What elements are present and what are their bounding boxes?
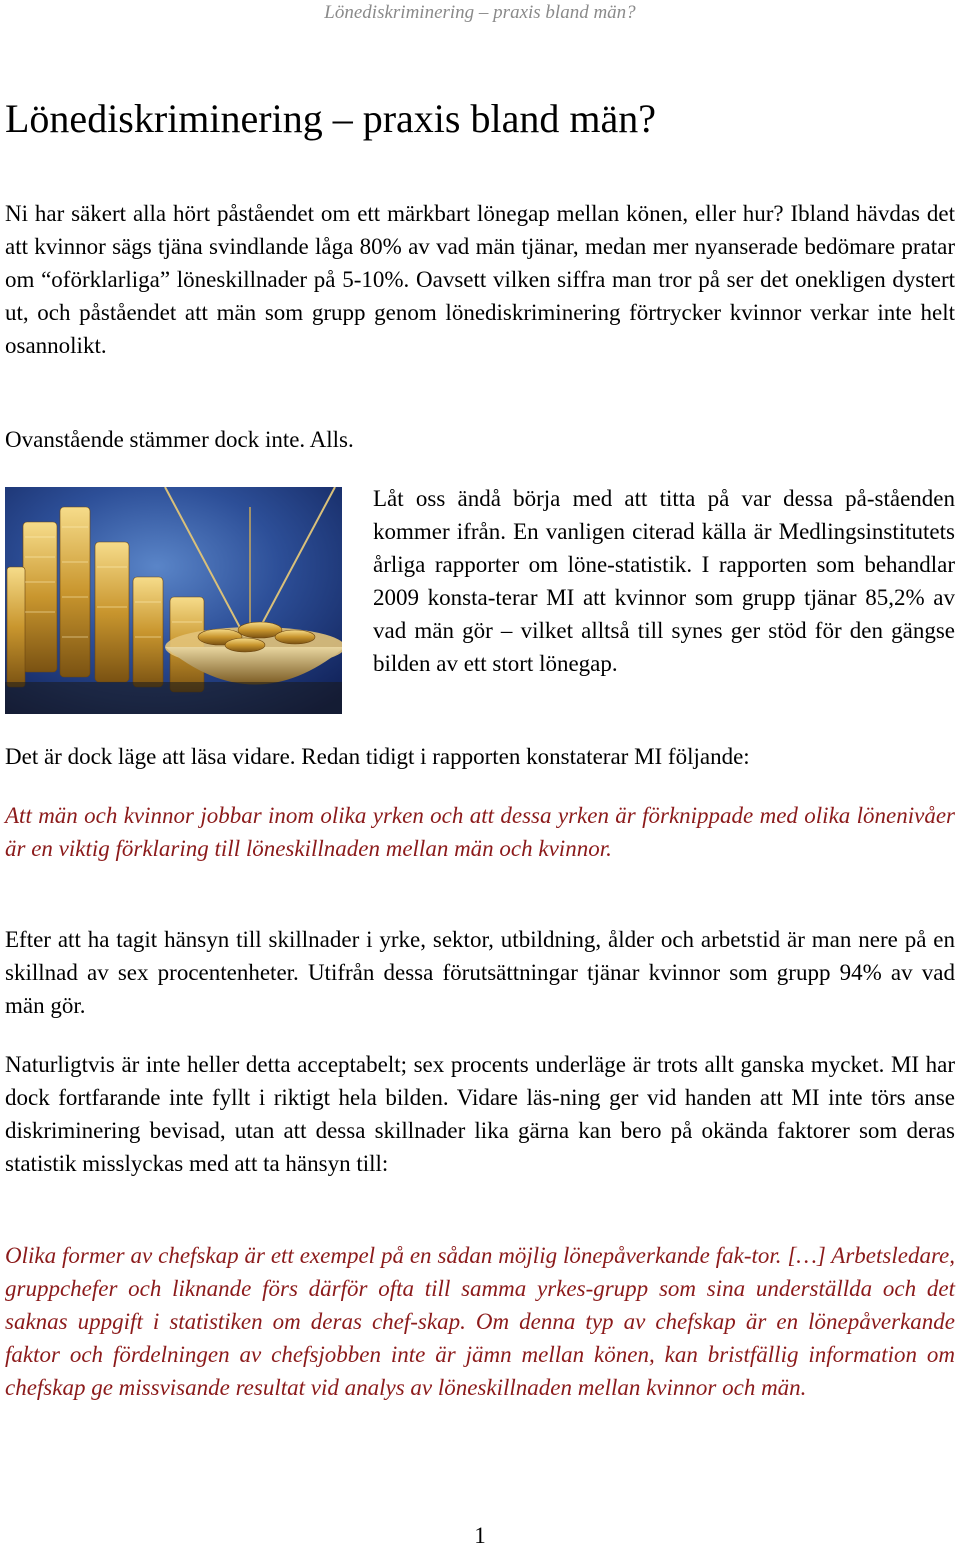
intro-paragraph: Ni har säkert alla hört påståendet om ett märkbart lönegap mellan könen, eller hur? Ibland hävdas det att kvinnor sägs tjäna svindlande låga 80% av vad män tjänar, medan mer nyanserade bedömare pratar om “oförklarliga” löneskillnader på 5-10%. Oavsett vilken siffra man tror på ser det onekligen dystert ut, och påståendet att män som grupp genom lönediskriminering förtrycker kvinnor verkar inte helt osannolikt.	[5, 201, 955, 358]
adjusted-gap-paragraph: Efter att ha tagit hänsyn till skillnader i yrke, sektor, utbildning, ålder och arbetstid är man nere på en skillnad av sex procentenheter. Utifrån dessa förutsättningar tjänar kvinnor som grupp 94% av vad män gör.	[5, 927, 955, 1018]
coins-on-scale-image	[5, 487, 342, 714]
page-number: 1	[474, 1523, 486, 1548]
read-further-paragraph: Det är dock läge att läsa vidare. Redan tidigt i rapporten konstaterar MI följande:	[5, 744, 750, 769]
statement-paragraph: Ovanstående stämmer dock inte. Alls.	[5, 427, 354, 452]
unknown-factors-paragraph: Naturligtvis är inte heller detta acceptabelt; sex procents underläge är trots allt ganska mycket. MI har dock fortfarande inte fyllt i riktigt hela bilden. Vidare läs-ning ger vid handen att MI inte törs anse diskriminering bevisad, utan att dessa skillnader lika gärna kan bero på okända faktorer som deras statistik misslyckas med att ta hänsyn till:	[5, 1052, 955, 1176]
source-paragraph: Låt oss ändå börja med att titta på var dessa på-ståenden kommer ifrån. En vanligen citerad källa är Medlingsinstitutets årliga rapporter om löne-statistik. I rapporten som behandlar 2009 konsta-terar MI att kvinnor som grupp tjänar 85,2% av vad män gör – vilket alltså till synes ger stöd för den gängse bilden av ett stort lönegap.	[373, 486, 955, 676]
document-title: Lönediskriminering – praxis bland män?	[5, 96, 656, 141]
quote-management: Olika former av chefskap är ett exempel på en sådan möjlig lönepåverkande fak-tor. […] Arbetsledare, gruppchefer och liknande förs därför ofta till samma yrkes-grupp som sina underställda och det saknas uppgift i statistiken om deras chef-skap. Om denna typ av chefskap är en lönepåverkande faktor och fördelningen av chefsjobben inte är jämn mellan könen, kan bristfällig information om chefskap ge missvisande resultat vid analys av löneskillnaden mellan kvinnor och män.	[5, 1243, 955, 1400]
coins-on-scale-photo	[5, 487, 342, 714]
running-header: Lönediskriminering – praxis bland män?	[324, 2, 636, 23]
quote-occupations: Att män och kvinnor jobbar inom olika yrken och att dessa yrken är förknippade med olika lönenivåer är en viktig förklaring till löneskillnaden mellan män och kvinnor.	[5, 803, 955, 861]
